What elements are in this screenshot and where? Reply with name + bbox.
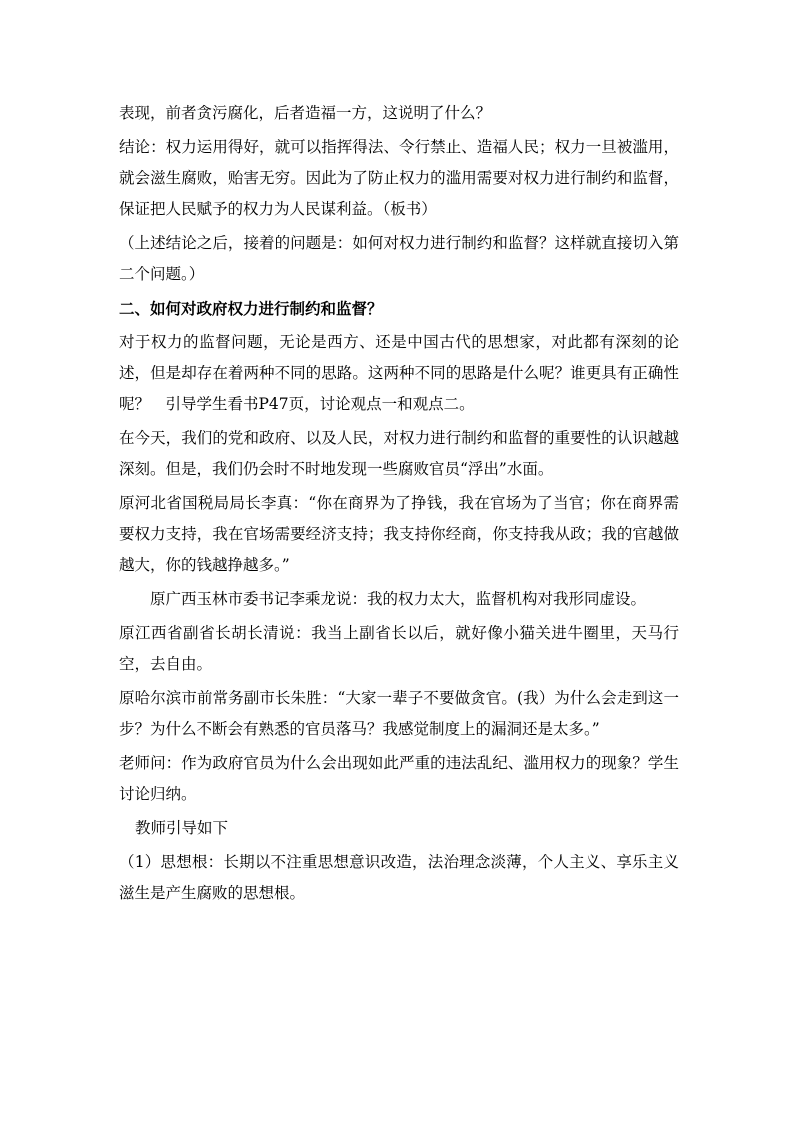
paragraph-transition-note: （上述结论之后，接着的问题是：如何对权力进行制约和监督？这样就直接切入第二个问题。） (119, 234, 679, 283)
quote-hu-changqing: 原江西省副省长胡长清说：我当上副省长以后，就好像小猫关进牛圈里，天马行空，去自由。 (119, 624, 679, 673)
document-body (119, 98, 679, 912)
paragraph-ideological-root: （1）思想根：长期以不注重思想意识改造，法治理念淡薄，个人主义、享乐主义滋生是产生腐败的思想根。 (119, 853, 679, 902)
paragraph-question: 表现，前者贪污腐化，后者造福一方，这说明了什么？ (119, 104, 492, 122)
quote-li-chenglong: 原广西玉林市委书记李乘龙说：我的权力太大，监督机构对我形同虚设。 (150, 590, 647, 608)
quote-zhu-sheng: 原哈尔滨市前常务副市长朱胜：“大家一辈子不要做贪官。(我）为什么会走到这一步？为什么不断会有熟悉的官员落马？我感觉制度上的漏洞还是太多。” (119, 689, 679, 738)
quote-li-zhen: 原河北省国税局局长李真：“你在商界为了挣钱，我在官场为了当官；你在商界需要权力支持，我在官场需要经济支持；我支持你经商，你支持我从政；我的官越做越大，你的钱越挣越多。” (119, 494, 679, 574)
paragraph-teacher-guide: 教师引导如下 (135, 819, 229, 837)
paragraph-conclusion: 结论：权力运用得好，就可以指挥得法、令行禁止、造福人民；权力一旦被滥用，就会滋生腐败，贻害无穷。因此为了防止权力的滥用需要对权力进行制约和监督，保证把人民赋予的权力为人民谋利益。（板书） (119, 138, 679, 218)
paragraph-teacher-question: 老师问：作为政府官员为什么会出现如此严重的违法乱纪、滥用权力的现象？学生讨论归纳。 (119, 754, 679, 803)
paragraph-today: 在今天，我们的党和政府、以及人民，对权力进行制约和监督的重要性的认识越越深刻。但是，我们仍会时不时地发现一些腐败官员“浮出”水面。 (119, 429, 679, 478)
paragraph-supervision-views: 对于权力的监督问题，无论是西方、还是中国古代的思想家，对此都有深刻的论述，但是却存在着两种不同的思路。这两种不同的思路是什么呢？谁更具有正确性呢？ 引导学生看书P47页，讨论观点一和观点二。 (119, 333, 679, 413)
section-heading-2: 二、如何对政府权力进行制约和监督？ (119, 299, 383, 318)
